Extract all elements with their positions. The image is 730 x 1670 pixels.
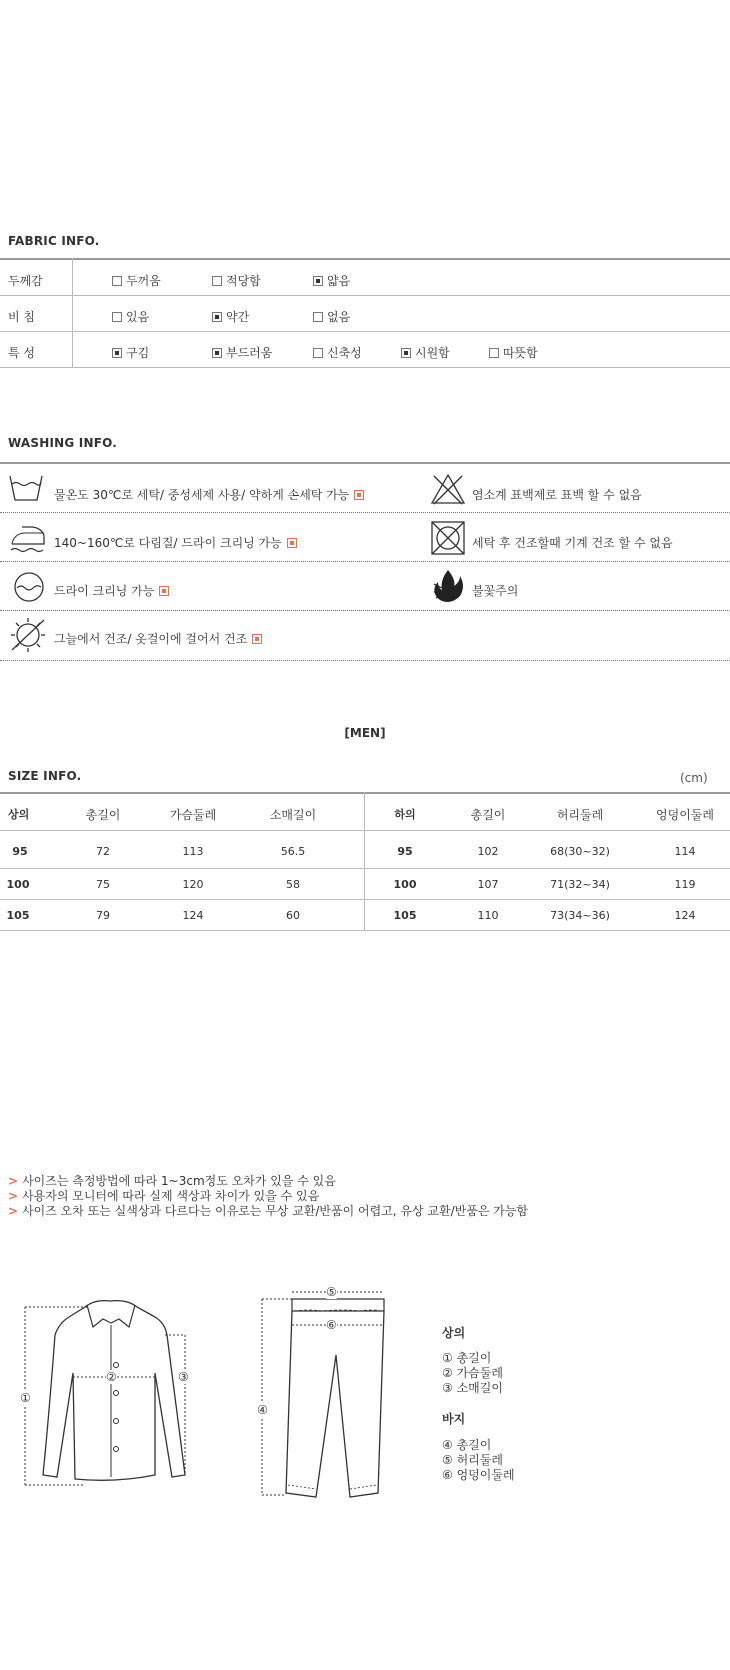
- washing-row-rule: [0, 512, 730, 513]
- wash-text-handwash: 물온도 30℃로 세탁/ 중성세제 사용/ 약하게 손세탁 가능: [54, 486, 364, 503]
- legend-item: ⑤ 허리둘레: [442, 1453, 503, 1467]
- size-header: 총길이: [470, 808, 506, 822]
- size-header-rule: [0, 830, 730, 831]
- fabric-label-sheerness: 비 침: [8, 310, 35, 324]
- checkbox-icon: [112, 312, 122, 322]
- table-row-size: 95: [12, 845, 28, 858]
- fabric-row-rule: [0, 331, 730, 332]
- wash-text-shade-dry: 그늘에서 건조/ 옷걸이에 걸어서 건조: [54, 630, 262, 647]
- table-cell: 72: [96, 845, 110, 858]
- table-row-size: 105: [6, 909, 30, 922]
- table-cell: 71(32~34): [550, 878, 610, 891]
- checkbox-icon: [212, 276, 222, 286]
- selected-mark-icon: [287, 538, 297, 548]
- table-cell: 110: [477, 909, 499, 922]
- option-stretch[interactable]: 신축성: [313, 344, 362, 361]
- washing-info-title: WASHING INFO.: [8, 436, 118, 450]
- table-cell: 102: [477, 845, 499, 858]
- option-cool[interactable]: 시원함: [401, 344, 450, 361]
- diagram-label-3: ③: [178, 1370, 189, 1384]
- size-row-rule: [0, 868, 730, 869]
- table-cell: 119: [674, 878, 696, 891]
- legend-item: ⑥ 엉덩이둘레: [442, 1468, 515, 1482]
- size-header-bottom: 하의: [394, 808, 416, 821]
- table-cell: 60: [286, 909, 300, 922]
- fabric-label-properties: 특 성: [8, 346, 35, 360]
- wash-text-fire: 불꽃주의: [472, 584, 519, 598]
- option-soft[interactable]: 부드러움: [212, 344, 272, 361]
- table-cell: 58: [286, 878, 300, 891]
- size-header: 엉덩이둘레: [656, 808, 714, 822]
- fabric-bottom-rule: [0, 367, 730, 368]
- table-cell: 120: [182, 878, 204, 891]
- checked-checkbox-icon: [212, 348, 222, 358]
- wash-text-dry-clean: 드라이 크리닝 가능: [54, 582, 169, 599]
- diagram-label-6: ⑥: [326, 1318, 337, 1332]
- size-header: 허리둘레: [556, 808, 604, 822]
- table-row-size: 100: [393, 878, 417, 891]
- dry-clean-icon: [12, 570, 46, 604]
- table-cell: 114: [674, 845, 696, 858]
- legend-top-title: 상의: [442, 1326, 466, 1340]
- option-medium[interactable]: 적당함: [212, 272, 261, 289]
- size-row-rule: [0, 899, 730, 900]
- option-warm[interactable]: 따뜻함: [489, 344, 538, 361]
- selected-mark-icon: [354, 490, 364, 500]
- table-cell: 124: [182, 909, 204, 922]
- size-unit: (cm): [680, 771, 708, 785]
- note-item: > 사용자의 모니터에 따라 실제 색상과 차이가 있을 수 있음: [8, 1189, 320, 1203]
- table-row-size: 100: [6, 878, 30, 891]
- washing-top-rule: [0, 462, 730, 464]
- wash-text-no-tumble: 세탁 후 건조할때 기계 건조 할 수 없음: [472, 536, 673, 550]
- option-thin[interactable]: 얇음: [313, 272, 350, 289]
- size-info-title: SIZE INFO.: [8, 769, 82, 783]
- option-sheer-yes[interactable]: 있음: [112, 308, 149, 325]
- fabric-label-divider: [72, 258, 73, 368]
- size-header-top: 상의: [8, 808, 30, 821]
- table-cell: 73(34~36): [550, 909, 610, 922]
- checkbox-icon: [489, 348, 499, 358]
- table-row-size: 105: [393, 909, 417, 922]
- table-cell: 68(30~32): [550, 845, 610, 858]
- gender-label: [MEN]: [344, 726, 386, 740]
- fabric-label-thickness: 두께감: [8, 274, 43, 288]
- no-bleach-icon: [430, 472, 466, 506]
- option-wrinkle[interactable]: 구김: [112, 344, 149, 361]
- wash-text-no-bleach: 염소계 표백제로 표백 할 수 없음: [472, 488, 642, 502]
- selected-mark-icon: [252, 634, 262, 644]
- size-header: 소매길이: [269, 808, 317, 822]
- size-table-divider: [364, 792, 365, 930]
- checkbox-icon: [313, 312, 323, 322]
- no-tumble-dry-icon: [430, 520, 466, 556]
- size-header: 가슴둘레: [169, 808, 217, 822]
- checked-checkbox-icon: [401, 348, 411, 358]
- legend-item: ③ 소매길이: [442, 1381, 503, 1395]
- size-top-rule: [0, 792, 730, 794]
- checked-checkbox-icon: [212, 312, 222, 322]
- diagram-label-1: ①: [20, 1391, 31, 1405]
- legend-bottom-title: 바지: [442, 1412, 466, 1426]
- note-item: > 사이즈 오차 또는 실색상과 다르다는 이유로는 무상 교환/반품이 어렵고, 유상 교환/반품은 가능함: [8, 1204, 529, 1218]
- fabric-row-rule: [0, 295, 730, 296]
- option-sheer-no[interactable]: 없음: [313, 308, 350, 325]
- shade-dry-icon: [8, 616, 48, 654]
- legend-item: ④ 총길이: [442, 1438, 492, 1452]
- checkbox-icon: [112, 276, 122, 286]
- fire-caution-icon: [430, 568, 466, 604]
- checked-checkbox-icon: [112, 348, 122, 358]
- table-cell: 56.5: [280, 845, 306, 858]
- table-cell: 79: [96, 909, 110, 922]
- washing-bottom-rule: [0, 660, 730, 661]
- hand-wash-icon: [8, 472, 44, 504]
- diagram-label-5: ⑤: [326, 1285, 337, 1299]
- size-bottom-rule: [0, 930, 730, 931]
- selected-mark-icon: [159, 586, 169, 596]
- fabric-top-rule: [0, 258, 730, 260]
- option-sheer-slight[interactable]: 약간: [212, 308, 249, 325]
- legend-item: ② 가슴둘레: [442, 1366, 503, 1380]
- shirt-diagram: [15, 1295, 205, 1495]
- washing-row-rule: [0, 610, 730, 611]
- wash-text-iron: 140~160℃로 다림질/ 드라이 크리닝 가능: [54, 534, 297, 551]
- iron-icon: [8, 520, 48, 554]
- table-cell: 113: [182, 845, 204, 858]
- table-row-size: 95: [397, 845, 413, 858]
- size-header: 총길이: [85, 808, 121, 822]
- washing-row-rule: [0, 561, 730, 562]
- table-cell: 124: [674, 909, 696, 922]
- option-thick[interactable]: 두꺼움: [112, 272, 161, 289]
- note-item: > 사이즈는 측정방법에 따라 1~3cm정도 오차가 있을 수 있음: [8, 1174, 336, 1188]
- diagram-label-2: ②: [106, 1370, 117, 1384]
- legend-item: ① 총길이: [442, 1351, 492, 1365]
- diagram-label-4: ④: [257, 1403, 268, 1417]
- table-cell: 107: [477, 878, 499, 891]
- checkbox-icon: [313, 348, 323, 358]
- pants-diagram: [250, 1285, 395, 1505]
- fabric-info-title: FABRIC INFO.: [8, 234, 100, 248]
- table-cell: 75: [96, 878, 110, 891]
- checked-checkbox-icon: [313, 276, 323, 286]
